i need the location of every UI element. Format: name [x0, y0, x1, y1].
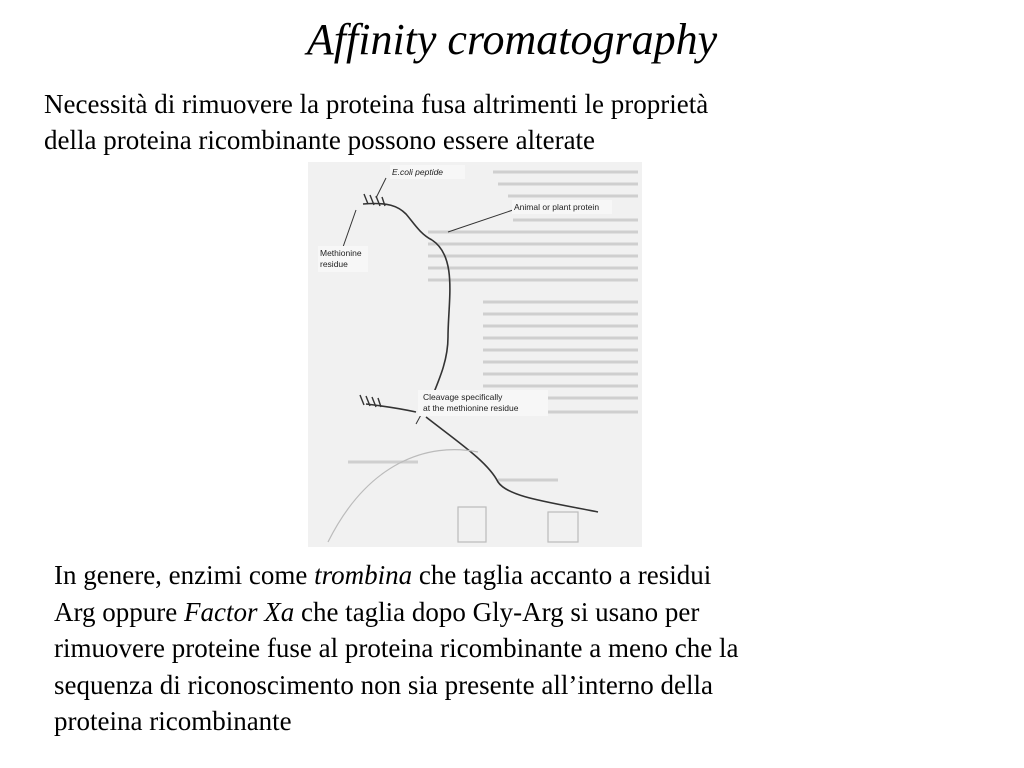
explanation-line-5: proteina ricombinante [54, 706, 292, 736]
label-cleavage-line2: at the methionine residue [423, 403, 519, 413]
text-run: che taglia dopo Gly-Arg si usano per [294, 596, 700, 627]
fusion-protein-chain [363, 203, 598, 512]
label-methionine-line1: Methionine [320, 248, 362, 258]
explanation-line-2 [54, 594, 954, 631]
explanation-line-3: rimuovere proteine fuse al proteina ricombinante a meno che la [54, 633, 739, 663]
explanation-line-1 [54, 557, 954, 594]
scanned-background-text [348, 172, 638, 480]
methionine-hooks [360, 194, 385, 407]
label-methionine-line2: residue [320, 259, 348, 269]
text-run: Arg oppure [54, 596, 184, 627]
fusion-protein-cleavage-figure [308, 162, 642, 547]
figure-drawing [308, 162, 642, 547]
page-title: Affinity cromatography [306, 15, 718, 64]
explanation-text [54, 557, 954, 740]
label-cleavage-line1: Cleavage specifically [423, 392, 503, 402]
intro-line-2: della proteina ricombinante possono essere alterate [44, 125, 596, 155]
explanation-line-4: sequenza di riconoscimento non sia presente all’interno della [54, 669, 714, 700]
label-animal-plant-protein: Animal or plant protein [514, 202, 600, 212]
enzyme-name-factor-xa: Factor Xa [183, 596, 295, 627]
text-run: che taglia accanto a residui [412, 560, 712, 590]
text-run: In genere, enzimi come [54, 560, 315, 590]
intro-text [44, 86, 944, 158]
intro-line-1: Necessità di rimuovere la proteina fusa altrimenti le proprietà [44, 89, 709, 119]
enzyme-name-trombina: trombina [314, 560, 413, 590]
label-ecoli-peptide: E.coli peptide [392, 167, 444, 177]
